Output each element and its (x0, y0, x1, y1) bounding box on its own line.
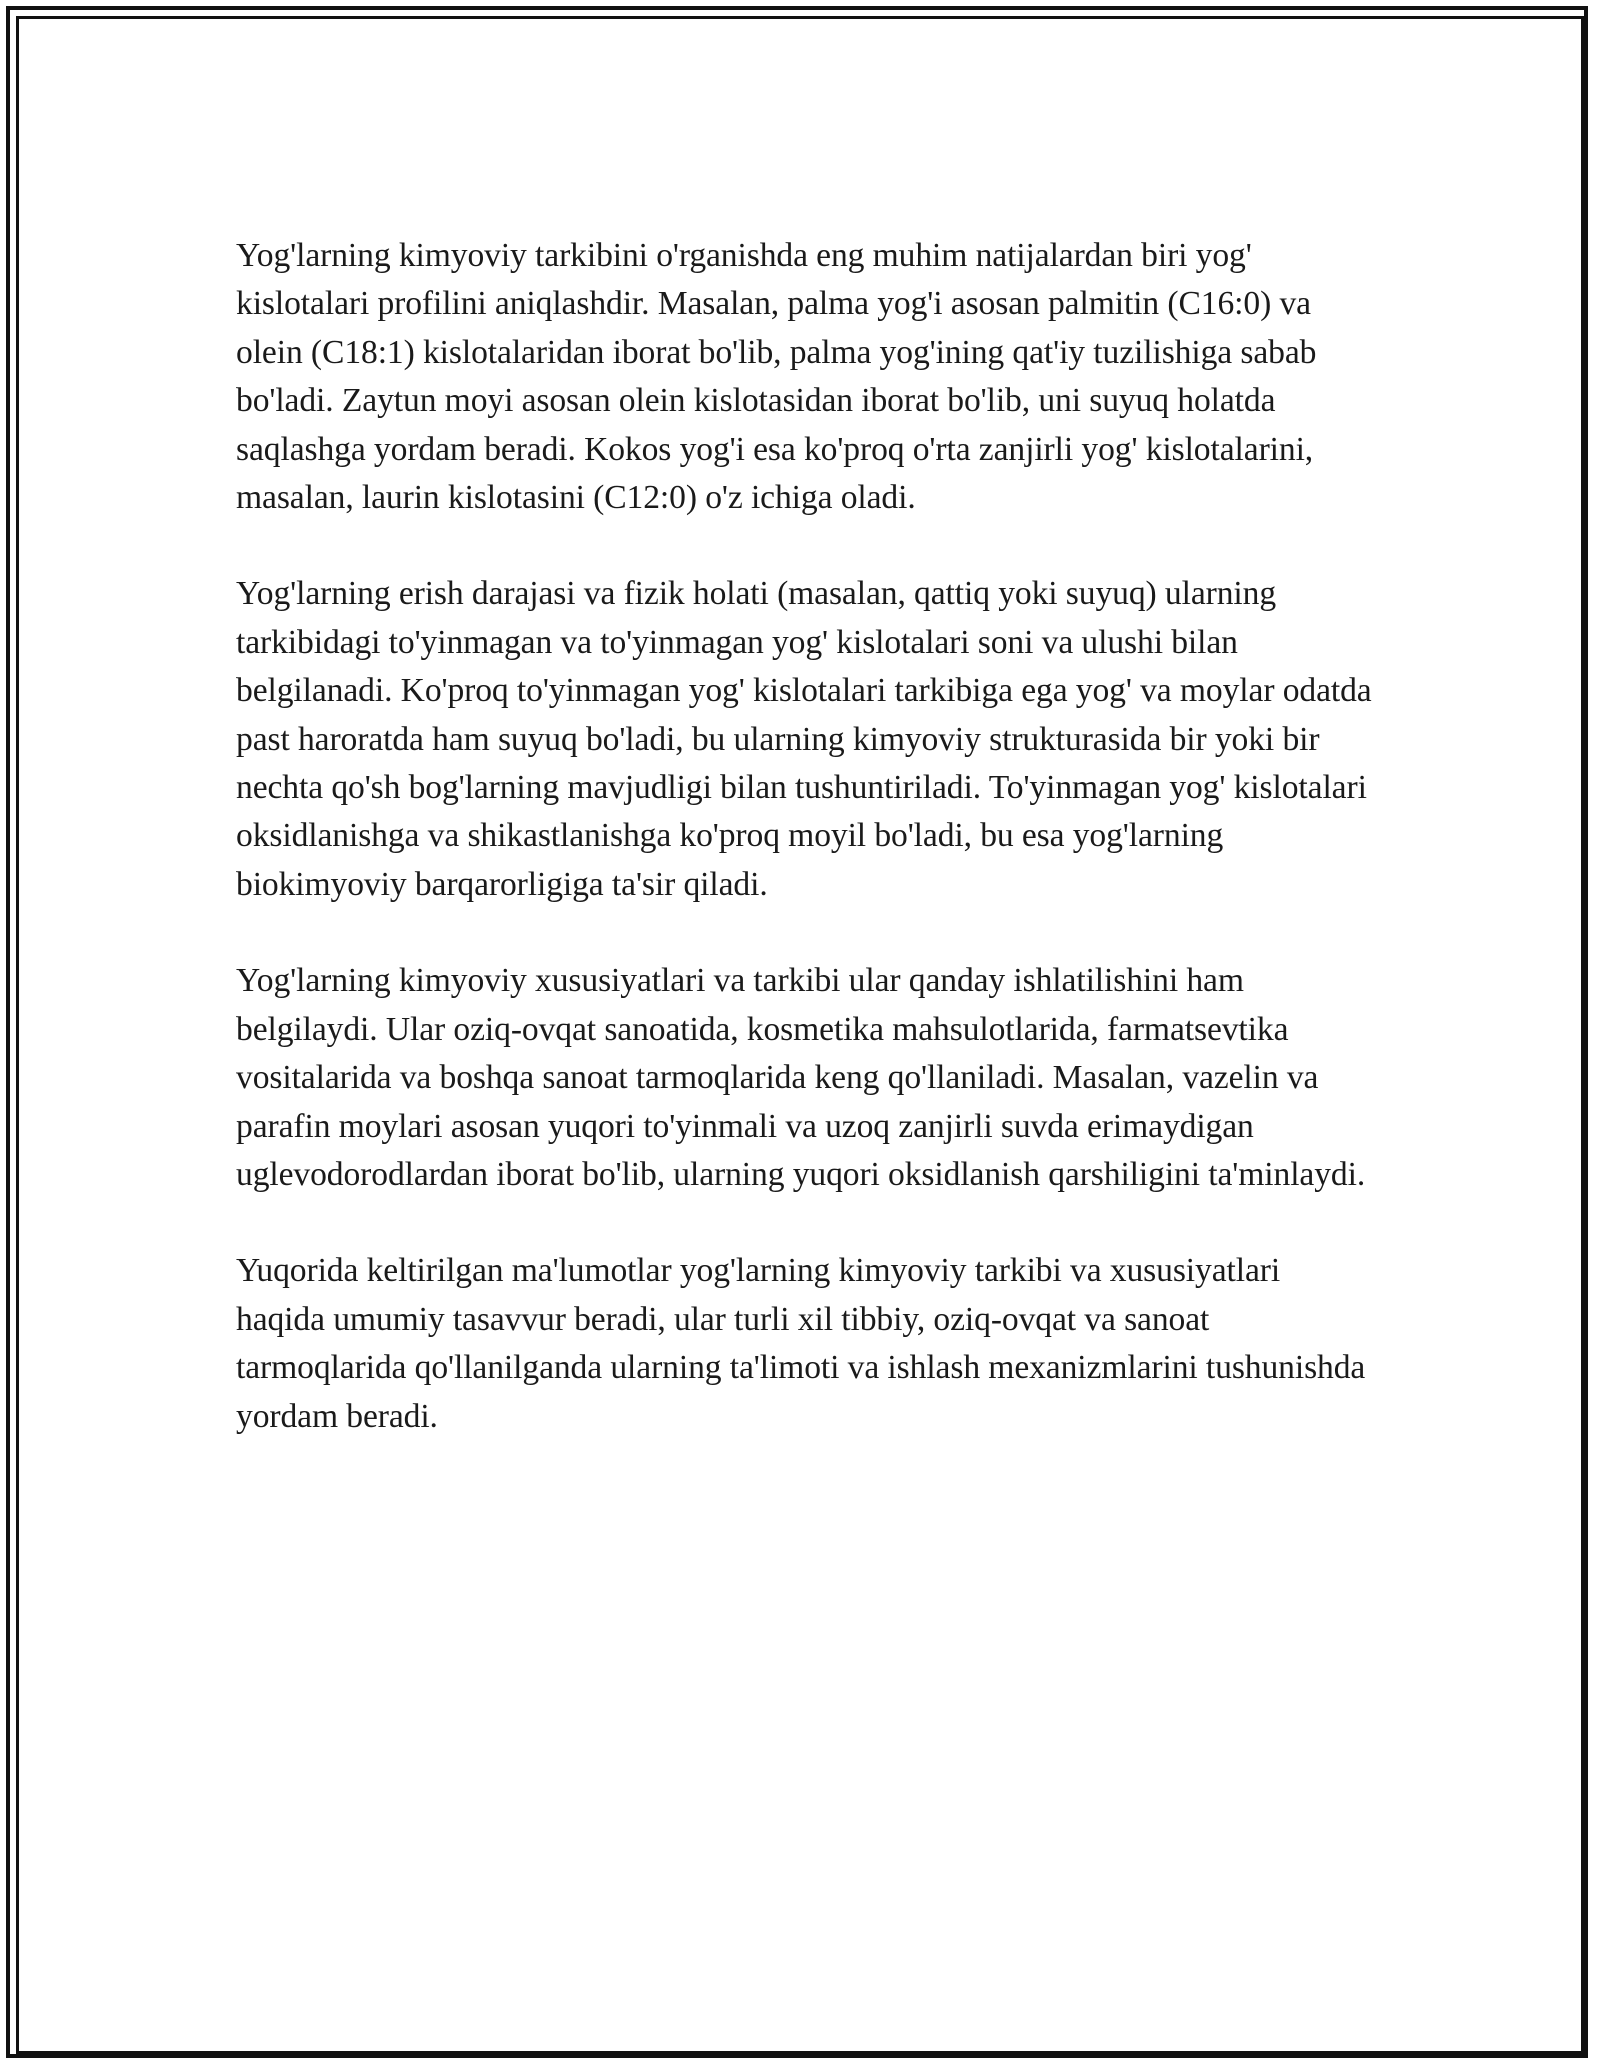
document-body (236, 232, 1376, 1489)
paragraph-3: Yog'larning kimyoviy xususiyatlari va tarkibi ular qanday ishlatilishini ham belgilaydi. Ular oziq-ovqat sanoatida, kosmetika mahsulotlarida, farmatsevtika vositalarida va boshqa sanoat tarmoqlarida keng qo'llaniladi. Masalan, vazelin va parafin moylari asosan yuqori to'yinmali va uzoq zanjirli suvda erimaydigan uglevodorodlardan iborat bo'lib, ularning yuqori oksidlanish qarshiligini ta'minlaydi. (236, 962, 1366, 1193)
paragraph-4: Yuqorida keltirilgan ma'lumotlar yog'larning kimyoviy tarkibi va xususiyatlari haqida umumiy tasavvur beradi, ular turli xil tibbiy, oziq-ovqat va sanoat tarmoqlarida qo'llanilganda ularning ta'limoti va ishlash mexanizmlarini tushunishda yordam beradi. (236, 1252, 1366, 1435)
paragraph-2: Yog'larning erish darajasi va fizik holati (masalan, qattiq yoki suyuq) ularning tarkibidagi to'yinmagan va to'yinmagan yog' kislotalari soni va ulushi bilan belgilanadi. Ko'proq to'yinmagan yog' kislotalari tarkibiga ega yog' va moylar odatda past haroratda ham suyuq bo'ladi, bu ularning kimyoviy strukturasida bir yoki bir nechta qo'sh bog'larning mavjudligi bilan tushuntiriladi. To'yinmagan yog' kislotalari oksidlanishga va shikastlanishga ko'proq moyil bo'ladi, bu esa yog'larning biokimyoviy barqarorligiga ta'sir qiladi. (236, 575, 1372, 903)
paragraph-1: Yog'larning kimyoviy tarkibini o'rganishda eng muhim natijalardan biri yog' kislotalari profilini aniqlashdir. Masalan, palma yog'i asosan palmitin (C16:0) va olein (C18:1) kislotalaridan iborat bo'lib, palma yog'ining qat'iy tuzilishiga sabab bo'ladi. Zaytun moyi asosan olein kislotasidan iborat bo'lib, uni suyuq holatda saqlashga yordam beradi. Kokos yog'i esa ko'proq o'rta zanjirli yog' kislotalarini, masalan, laurin kislotasini (C12:0) o'z ichiga oladi. (236, 237, 1317, 517)
